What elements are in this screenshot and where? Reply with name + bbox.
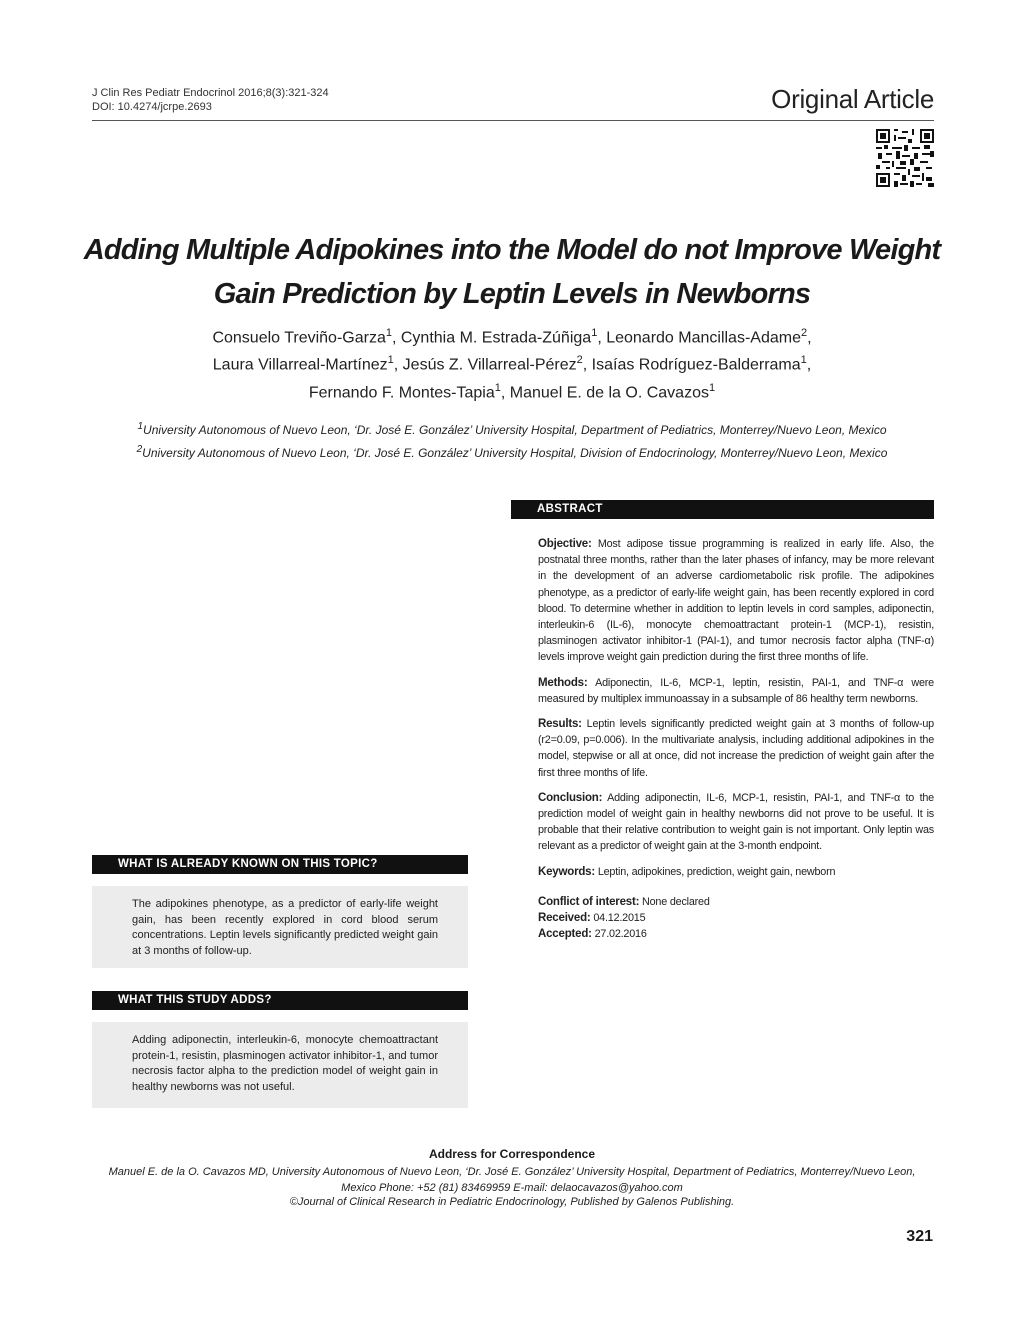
- affiliation: [60, 440, 964, 463]
- known-box: The adipokines phenotype, as a predictor of early-life weight gain, has been recently explored in cord blood serum concentrations. Leptin levels significantly predicted weight gain at 3 months of follow-up.: [92, 886, 468, 968]
- conflict-text: None declared: [642, 895, 710, 908]
- author-name: Cynthia M. Estrada-Zúñiga: [400, 329, 592, 347]
- known-heading: WHAT IS ALREADY KNOWN ON THIS TOPIC?: [92, 855, 468, 874]
- author-affil-ref: 1: [385, 327, 392, 339]
- author-affil-ref: 2: [800, 327, 808, 339]
- conclusion-label: Conclusion:: [538, 791, 603, 804]
- objective-label: Objective:: [538, 538, 592, 550]
- received-date: [538, 910, 934, 926]
- author-name: Leonardo Mancillas-Adame: [606, 329, 801, 347]
- abstract-keywords: [538, 864, 934, 880]
- adds-box: Adding adiponectin, interleukin-6, monocyte chemoattractant protein-1, resistin, plasminogen activator inhibitor-1, and tumor necrosis factor alpha to the prediction model of weight gain in healthy newborns was not useful.: [92, 1022, 468, 1108]
- affiliation-number: 2: [136, 444, 143, 455]
- author-name: Consuelo Treviño-Garza: [212, 329, 386, 347]
- author-affil-ref: 1: [591, 327, 598, 339]
- affiliation-text: University Autonomous of Nuevo Leon, ‘Dr. José E. González’ University Hospital, Department of Pediatrics, Monterrey/Nuevo Leon, Mexico: [143, 423, 887, 437]
- author-affil-ref: 1: [800, 354, 807, 367]
- author-affil-ref: 1: [708, 381, 716, 394]
- author-line-1: Consuelo Treviño-Garza$^1$, Cynthia M. Estrada-Zúñiga$^1$, Leonardo Mancillas-Adame$^2$,: [212, 327, 812, 347]
- author-affil-ref: 1: [494, 381, 501, 394]
- conclusion-text: Adding adiponectin, IL-6, MCP-1, resistin, PAI-1, and TNF-α to the prediction model of weight gain in healthy newborns did not prove to be useful. It is probable that their relative contribution to weight gain is not important. Only leptin was relevant as a predictor of weight gain at the 3-month endpoint.: [538, 791, 934, 853]
- title-line-1: Adding Multiple Adipokines into the Model do not Improve Weight: [83, 234, 941, 266]
- author-name: Isaías Rodríguez-Balderrama: [591, 356, 801, 374]
- conflict-of-interest: [538, 894, 934, 910]
- abstract-methods: [538, 675, 934, 707]
- doi: DOI: 10.4274/jcrpe.2693: [92, 101, 212, 113]
- received-label: Received:: [538, 912, 591, 925]
- header-divider: [92, 120, 934, 121]
- abstract-objective: [538, 536, 934, 666]
- results-label: Results:: [538, 718, 582, 731]
- qr-code-icon: [876, 129, 934, 187]
- affiliation-number: 1: [137, 421, 144, 432]
- author-list: [80, 322, 944, 404]
- keywords-text: Leptin, adipokines, prediction, weight gain, newborn: [597, 865, 836, 878]
- abstract-heading: ABSTRACT: [511, 500, 934, 519]
- abstract-conclusion: [538, 790, 934, 855]
- affiliation: [60, 417, 964, 440]
- article-type: Original Article: [771, 84, 934, 114]
- abstract-body: [538, 536, 934, 942]
- author-affil-ref: 1: [387, 354, 394, 367]
- author-name: Fernando F. Montes-Tapia: [308, 383, 495, 401]
- author-affil-ref: 2: [576, 354, 583, 367]
- conflict-label: Conflict of interest:: [538, 895, 640, 908]
- author-name: Manuel E. de la O. Cavazos: [509, 383, 709, 401]
- accepted-date: [538, 926, 934, 942]
- journal-reference: [92, 86, 329, 114]
- adds-heading: WHAT THIS STUDY ADDS?: [92, 991, 468, 1010]
- accepted-value: 27.02.2016: [594, 928, 647, 941]
- methods-label: Methods:: [538, 676, 588, 689]
- received-value: 04.12.2015: [593, 912, 646, 925]
- title-line-2: Gain Prediction by Leptin Levels in Newborns: [213, 278, 811, 310]
- correspondence-heading: Address for Correspondence: [428, 1147, 596, 1161]
- copyright-notice: ©Journal of Clinical Research in Pediatric Endocrinology, Published by Galenos Publishing.: [289, 1196, 735, 1208]
- abstract-results: [538, 716, 934, 781]
- page-number: 321: [906, 1228, 933, 1245]
- author-line-3: Fernando F. Montes-Tapia$^1$, Manuel E. de la O. Cavazos$^1$: [308, 381, 716, 401]
- author-name: Laura Villarreal-Martínez: [212, 356, 388, 374]
- article-meta: [538, 894, 934, 943]
- affiliations: [60, 417, 964, 463]
- correspondence-text: Manuel E. de la O. Cavazos MD, University Autonomous of Nuevo Leon, ‘Dr. José E. González’ University Hospital, Department of Pediatrics, Monterrey/Nuevo Leon, Mexico Phone: +52 (81) 83469959 E-mail: delaocavazos@yahoo.com: [108, 1166, 916, 1194]
- accepted-label: Accepted:: [538, 928, 592, 941]
- article-title: [60, 228, 964, 316]
- affiliation-text: University Autonomous of Nuevo Leon, ‘Dr. José E. González’ University Hospital, Division of Endocrinology, Monterrey/Nuevo Leon, Mexico: [142, 446, 888, 460]
- author-line-2: Laura Villarreal-Martínez$^1$, Jesús Z. Villarreal-Pérez$^2$, Isaías Rodríguez-Balderrama$^1$,: [212, 354, 812, 374]
- methods-text: Adiponectin, IL-6, MCP-1, leptin, resistin, PAI-1, and TNF-α were measured by multiplex immunoassay in a subsample of 86 healthy term newborns.: [538, 676, 934, 705]
- author-name: Jesús Z. Villarreal-Pérez: [402, 356, 577, 374]
- journal-citation: J Clin Res Pediatr Endocrinol 2016;8(3):321-324: [92, 87, 329, 99]
- keywords-label: Keywords:: [538, 865, 595, 878]
- objective-text: Most adipose tissue programming is realized in early life. Also, the postnatal three months, rather than the later phases of infancy, may be more relevant in the development of an adverse cardiometabolic risk profile. The adipokines phenotype, as a predictor of early-life weight gain, has been recently explored in cord blood. To determine whether in addition to leptin levels in cord samples, adiponectin, interleukin-6 (IL-6), monocyte chemoattractant protein-1 (MCP-1), resistin, plasminogen activator inhibitor-1 (PAI-1), and tumor necrosis factor alpha (TNF-α) levels improve weight gain prediction during the first three months of life.: [538, 538, 934, 664]
- results-text: Leptin levels significantly predicted weight gain at 3 months of follow-up (r2=0.09, p=0.006). In the multivariate analysis, including additional adipokines in the model, stepwise or all at once, did not increase the prediction of weight gain after the first three months of life.: [538, 718, 934, 779]
